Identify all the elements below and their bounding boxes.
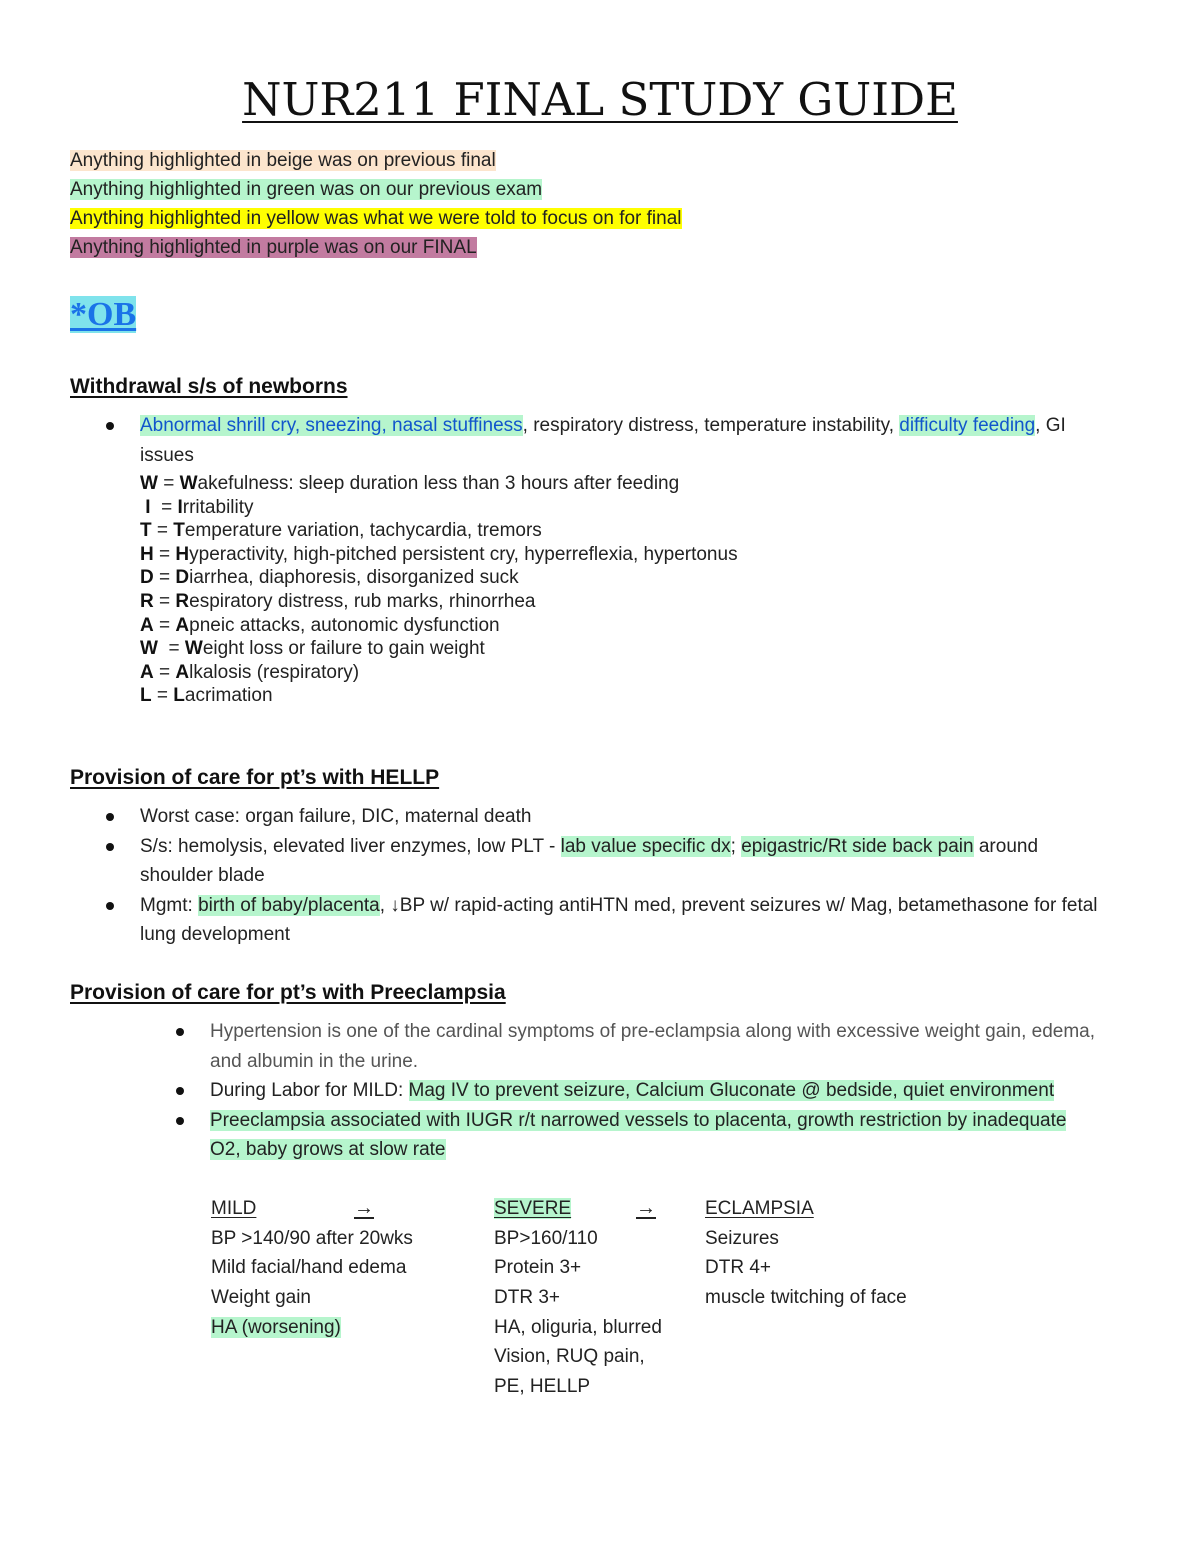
mnemonic-line: R = Respiratory distress, rub marks, rhinorrhea [140, 590, 536, 612]
bullet-icon [176, 1117, 184, 1125]
stage-item: HA (worsening) [211, 1316, 341, 1338]
stage-item: HA, oliguria, blurred [494, 1316, 662, 1338]
mnemonic-line: I = Irritability [140, 496, 254, 518]
stage-item: Protein 3+ [494, 1257, 582, 1279]
mnemonic-line: L = Lacrimation [140, 685, 273, 707]
section-heading-ob: *OB [70, 296, 137, 333]
stage-item: PE, HELLP [494, 1376, 591, 1398]
stage-eclampsia-heading: ECLAMPSIA [705, 1198, 814, 1219]
stage-severe-heading: SEVERE [494, 1198, 572, 1219]
page-title: NUR211 FINAL STUDY GUIDE [242, 73, 958, 126]
hellp-bullets [70, 802, 1110, 950]
stage-severe [494, 1194, 662, 1402]
stage-item: DTR 4+ [705, 1257, 771, 1279]
stage-item: Mild facial/hand edema [211, 1257, 407, 1279]
mnemonic-line: T = Temperature variation, tachycardia, tremors [140, 520, 542, 542]
mnemonic-line: A = Apneic attacks, autonomic dysfunction [140, 614, 500, 636]
mnemonic-line: A = Alkalosis (respiratory) [140, 661, 360, 683]
mnemonic-line: H = Hyperactivity, high-pitched persistent cry, hyperreflexia, hypertonus [140, 543, 738, 565]
list-item: Hypertension is one of the cardinal symptoms of pre-eclampsia along with excessive weight gain, edema, and albumin in the urine. [140, 1017, 1100, 1076]
legend-yellow: Anything highlighted in yellow was what we were told to focus on for final [70, 208, 682, 229]
bullet-icon [106, 843, 114, 851]
list-item: S/s: hemolysis, elevated liver enzymes, low PLT - lab value specific dx; epigastric/Rt side back pain around shoulder blade [70, 832, 1110, 891]
list-item: Worst case: organ failure, DIC, maternal death [70, 802, 1110, 832]
mnemonic-line: W = Wakefulness: sleep duration less than 3 hours after feeding [140, 473, 680, 494]
bullet-icon [106, 422, 114, 430]
legend-beige: Anything highlighted in beige was on previous final [70, 150, 496, 171]
mnemonic-line: D = Diarrhea, diaphoresis, disorganized suck [140, 567, 519, 589]
stage-item: muscle twitching of face [705, 1287, 907, 1309]
highlight-legend [70, 146, 682, 262]
legend-green: Anything highlighted in green was on our previous exam [70, 179, 543, 200]
stage-item: BP >140/90 after 20wks [211, 1227, 413, 1249]
stage-eclampsia [705, 1194, 907, 1313]
heading-hellp: Provision of care for pt’s with HELLP [70, 766, 440, 789]
list-item: Preeclampsia associated with IUGR r/t narrowed vessels to placenta, growth restriction by inadequate O2, baby grows at slow rate [140, 1106, 1100, 1165]
arrow-icon: → [354, 1197, 374, 1219]
heading-preeclampsia: Provision of care for pt’s with Preeclampsia [70, 981, 506, 1004]
stage-item: Seizures [705, 1227, 779, 1249]
legend-purple: Anything highlighted in purple was on our FINAL [70, 237, 477, 258]
arrow-icon: → [636, 1197, 656, 1219]
bullet-icon [106, 902, 114, 910]
list-item: Mgmt: birth of baby/placenta, ↓BP w/ rapid-acting antiHTN med, prevent seizures w/ Mag, betamethasone for fetal lung development [70, 891, 1110, 950]
stage-mild [211, 1194, 413, 1342]
withdrawal-mnemonic [140, 472, 738, 708]
heading-withdrawal: Withdrawal s/s of newborns [70, 375, 348, 398]
stage-item: BP>160/110 [494, 1227, 598, 1249]
stage-mild-heading: MILD [211, 1198, 257, 1219]
bullet-icon [176, 1028, 184, 1036]
stage-item: DTR 3+ [494, 1287, 560, 1309]
mnemonic-line: W = Weight loss or failure to gain weight [140, 638, 485, 660]
withdrawal-bullets [70, 411, 1110, 470]
preeclampsia-bullets [140, 1017, 1100, 1165]
list-item: Abnormal shrill cry, sneezing, nasal stuffiness, respiratory distress, temperature instability, difficulty feeding, GI issues [70, 411, 1110, 470]
list-item: During Labor for MILD: Mag IV to prevent seizure, Calcium Gluconate @ bedside, quiet environment [140, 1076, 1100, 1106]
stage-item: Weight gain [211, 1287, 311, 1309]
bullet-icon [106, 813, 114, 821]
stage-item: Vision, RUQ pain, [494, 1346, 645, 1368]
bullet-icon [176, 1087, 184, 1095]
